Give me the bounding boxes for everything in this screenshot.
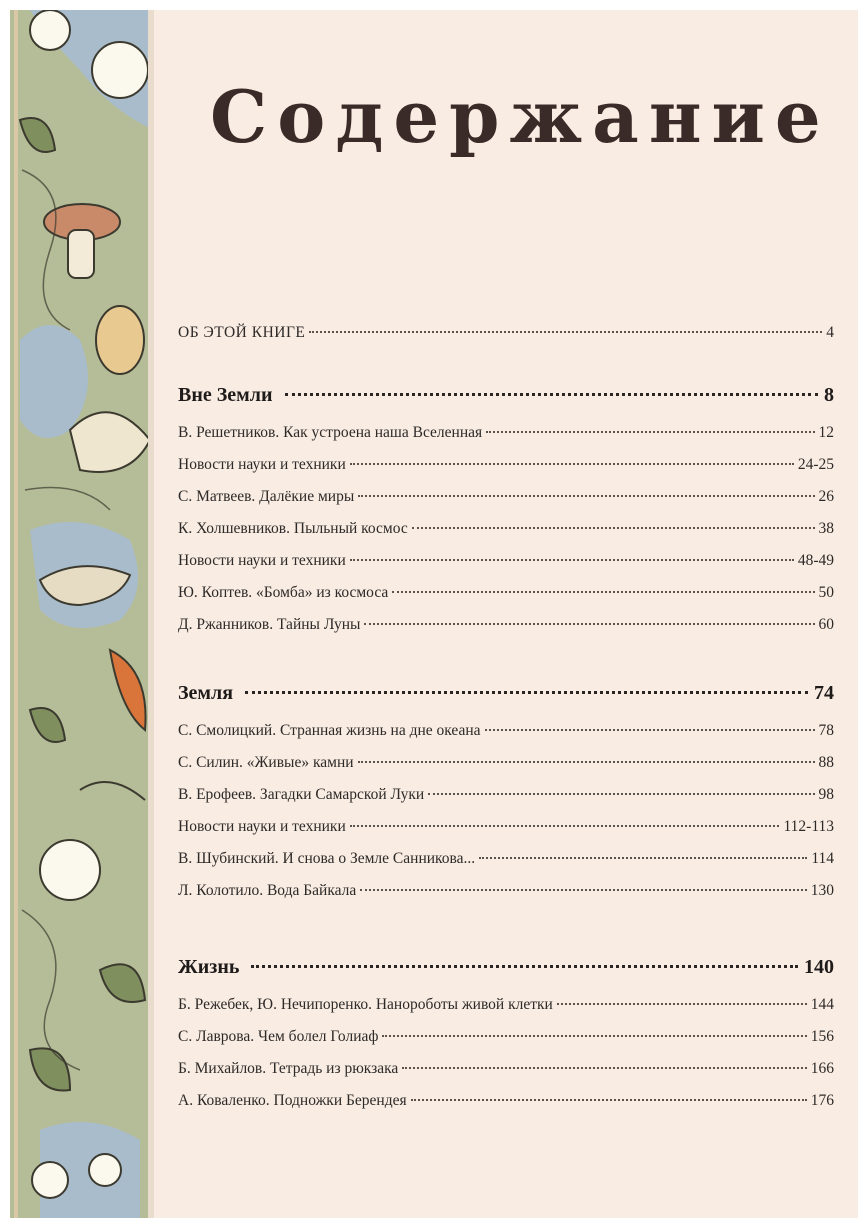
table-of-contents: [10, 10, 858, 1218]
dot-leader: [360, 889, 807, 891]
toc-entry[interactable]: [178, 818, 834, 842]
toc-entry-page: 156: [810, 1028, 834, 1045]
toc-entry-page: 114: [811, 850, 834, 867]
toc-entry[interactable]: [178, 552, 834, 576]
toc-entry-page: 144: [810, 996, 834, 1013]
dot-leader: [411, 1099, 807, 1101]
toc-entry-label: Д. Ржанников. Тайны Луны: [178, 616, 361, 633]
book-page: [10, 10, 858, 1218]
dot-leader: [486, 431, 814, 433]
section-title: Вне Земли: [178, 384, 273, 406]
section-title: Жизнь: [178, 956, 240, 978]
dot-leader: [479, 857, 807, 859]
toc-entry-page: 112-113: [783, 818, 834, 835]
toc-entry-label: Новости науки и техники: [178, 456, 346, 473]
toc-entry-label: В. Ерофеев. Загадки Самарской Луки: [178, 786, 425, 803]
dot-leader: [350, 463, 794, 465]
toc-entry-label: А. Коваленко. Подножки Берендея: [178, 1092, 407, 1109]
dot-leader: [364, 623, 814, 625]
toc-entry[interactable]: [178, 754, 834, 778]
toc-entry[interactable]: [178, 584, 834, 608]
toc-entry-page: 130: [810, 882, 834, 899]
toc-entry[interactable]: [178, 424, 834, 448]
toc-entry-page: 88: [818, 754, 834, 771]
toc-entry-page: 48-49: [797, 552, 834, 569]
section-page: 8: [824, 384, 834, 406]
toc-entry-label: С. Матвеев. Далёкие миры: [178, 488, 355, 505]
toc-entry[interactable]: [178, 850, 834, 874]
dot-leader: [350, 825, 780, 827]
dot-leader: [428, 793, 814, 795]
toc-entry-page: 50: [818, 584, 834, 601]
dot-leader: [412, 527, 815, 529]
section-heading-zemlya[interactable]: [178, 682, 834, 710]
toc-entry-label: К. Холшевников. Пыльный космос: [178, 520, 408, 537]
toc-entry[interactable]: [178, 488, 834, 512]
dot-leader: [485, 729, 815, 731]
toc-entry-label: С. Смолицкий. Странная жизнь на дне океана: [178, 722, 481, 739]
toc-entry-page: 60: [818, 616, 834, 633]
toc-entry-label: Л. Колотило. Вода Байкала: [178, 882, 357, 899]
toc-entry-label: ОБ ЭТОЙ КНИГЕ: [178, 324, 306, 341]
dot-leader: [350, 559, 794, 561]
toc-entry[interactable]: [178, 1028, 834, 1052]
toc-entry-page: 176: [810, 1092, 834, 1109]
section-page: 74: [814, 682, 834, 704]
toc-entry-label: Б. Режебек, Ю. Нечипоренко. Нанороботы живой клетки: [178, 996, 553, 1013]
toc-entry-page: 166: [810, 1060, 834, 1077]
toc-entry-page: 78: [818, 722, 834, 739]
toc-entry[interactable]: [178, 520, 834, 544]
toc-entry[interactable]: [178, 996, 834, 1020]
toc-entry-label: Новости науки и техники: [178, 552, 346, 569]
dot-leader: [285, 393, 818, 396]
dot-leader: [358, 495, 814, 497]
toc-entry-page: 26: [818, 488, 834, 505]
toc-entry[interactable]: [178, 786, 834, 810]
toc-entry[interactable]: [178, 1092, 834, 1116]
toc-entry-label: С. Силин. «Живые» камни: [178, 754, 354, 771]
toc-entry-label: Новости науки и техники: [178, 818, 346, 835]
toc-entry-label: В. Решетников. Как устроена наша Вселенная: [178, 424, 483, 441]
toc-entry[interactable]: [178, 1060, 834, 1084]
toc-entry-page: 98: [818, 786, 834, 803]
dot-leader: [382, 1035, 806, 1037]
section-title: Земля: [178, 682, 234, 704]
toc-entry-label: Б. Михайлов. Тетрадь из рюкзака: [178, 1060, 399, 1077]
toc-entry-page: 24-25: [797, 456, 834, 473]
toc-entry-label: Ю. Коптев. «Бомба» из космоса: [178, 584, 389, 601]
dot-leader: [251, 965, 798, 968]
toc-entry[interactable]: [178, 456, 834, 480]
section-heading-vne-zemli[interactable]: [178, 384, 834, 412]
toc-entry-page: 4: [826, 324, 834, 341]
toc-entry-label: В. Шубинский. И снова о Земле Санникова...: [178, 850, 476, 867]
toc-entry-label: С. Лаврова. Чем болел Голиаф: [178, 1028, 379, 1045]
dot-leader: [557, 1003, 807, 1005]
toc-entry-page: 38: [818, 520, 834, 537]
dot-leader: [309, 331, 822, 333]
toc-entry-page: 12: [818, 424, 834, 441]
toc-entry[interactable]: [178, 616, 834, 640]
section-page: 140: [804, 956, 834, 978]
dot-leader: [245, 691, 808, 694]
dot-leader: [392, 591, 814, 593]
toc-entry-intro[interactable]: [178, 324, 834, 348]
toc-entry[interactable]: [178, 722, 834, 746]
dot-leader: [402, 1067, 806, 1069]
dot-leader: [358, 761, 815, 763]
section-heading-zhizn[interactable]: [178, 956, 834, 984]
page-title: Содержание: [210, 74, 831, 159]
toc-entry[interactable]: [178, 882, 834, 906]
